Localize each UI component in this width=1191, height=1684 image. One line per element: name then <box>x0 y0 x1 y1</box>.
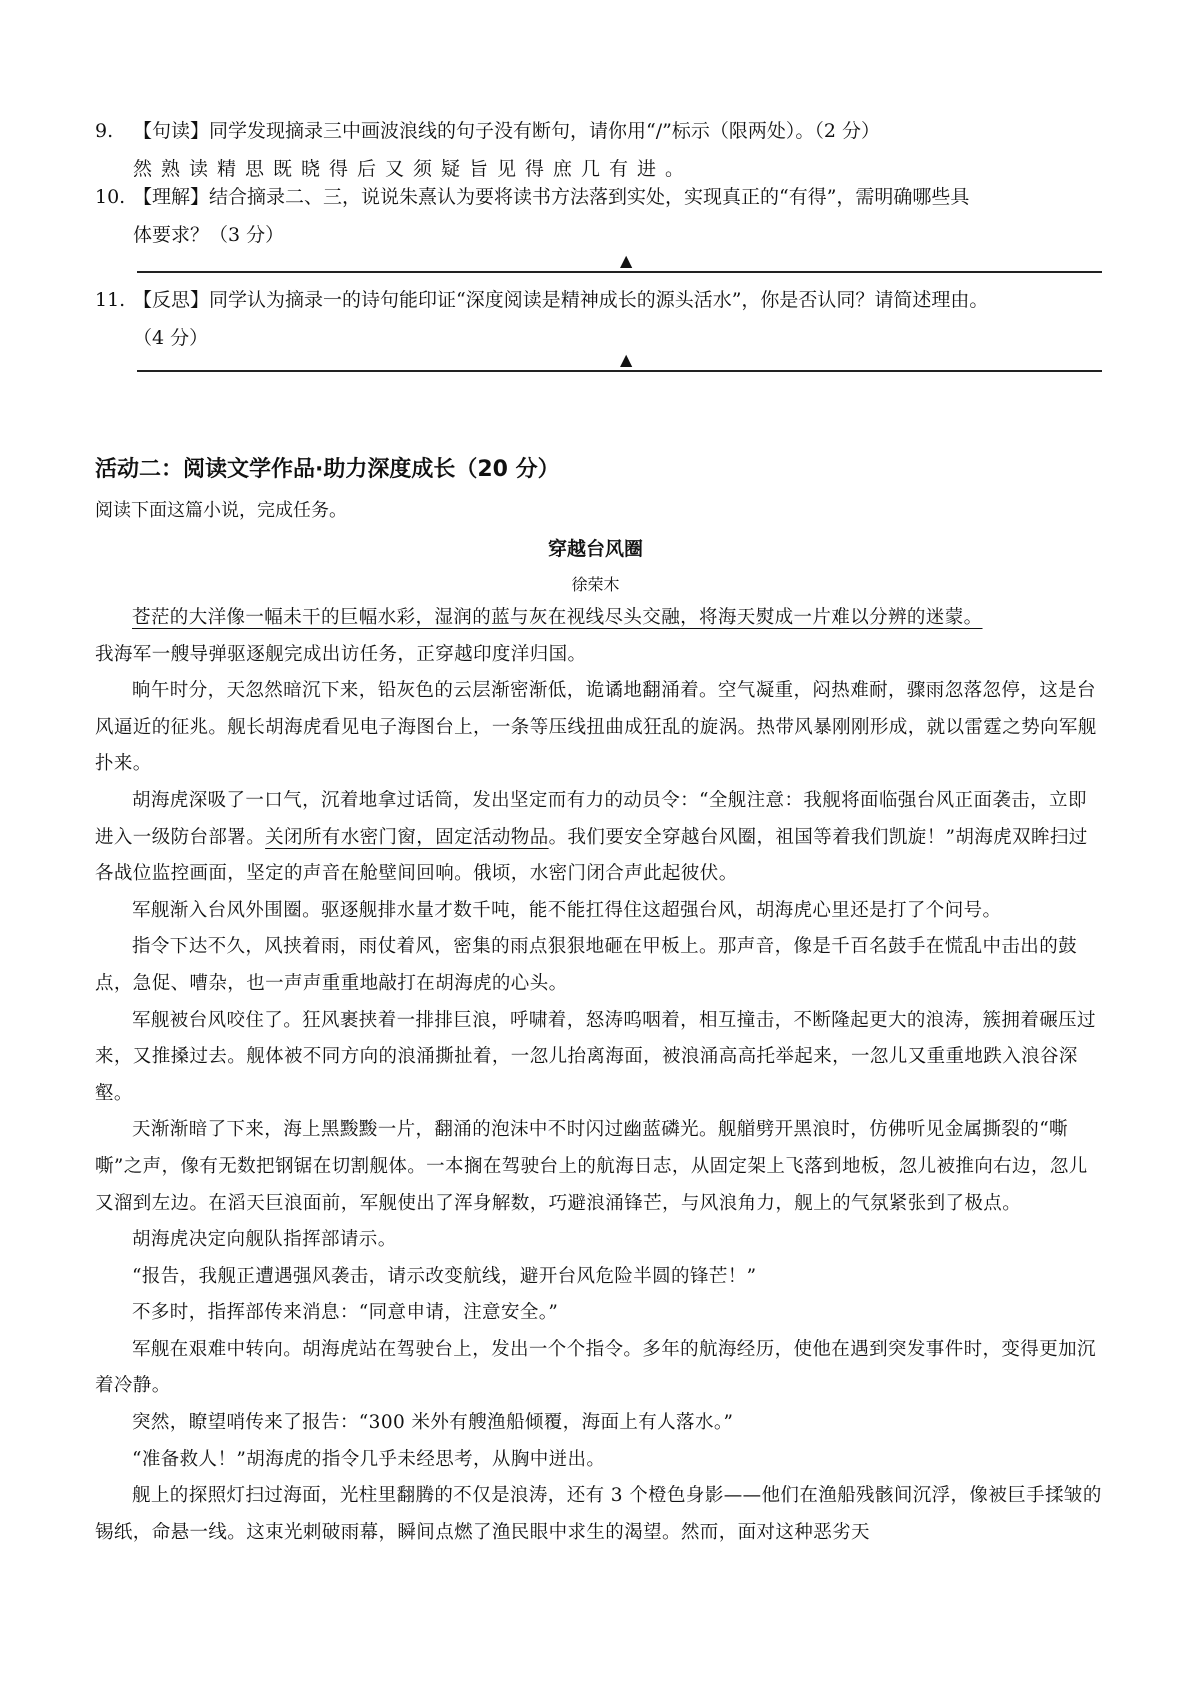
question-9 <box>95 112 1105 188</box>
story-paragraph: 军舰渐入台风外围圈。驱逐舰排水量才数千吨，能不能扛得住这超强台风，胡海虎心里还是打了个问号。 <box>132 899 1002 921</box>
question-text: 【理解】结合摘录二、三，说说朱熹认为要将读书方法落到实处，实现真正的“有得”，需明确哪些具 <box>133 186 970 208</box>
story-paragraph: 指令下达不久，风挟着雨，雨仗着风，密集的雨点狠狠地砸在甲板上。那声音，像是千百名鼓手在慌乱中击出的鼓点，急促、嘈杂，也一声声重重地敲打在胡海虎的心头。 <box>95 936 1078 994</box>
question-text: 【反思】同学认为摘录一的诗句能印证“深度阅读是精神成长的源头活水”，你是否认同？请简述理由。 <box>133 289 989 311</box>
unpunctuated-sentence: 然熟读精思既晓得后又须疑旨见得庶几有进。 <box>133 158 694 180</box>
question-10-line <box>95 178 1105 216</box>
story-paragraph: “报告，我舰正遭遇强风袭击，请示改变航线，避开台风危险半圆的锋芒！” <box>132 1265 757 1287</box>
section-instruction: 阅读下面这篇小说，完成任务。 <box>95 500 347 521</box>
section-heading: 活动二：阅读文学作品·助力深度成长（20 分） <box>95 457 560 482</box>
story-paragraph: 军舰在艰难中转向。胡海虎站在驾驶台上，发出一个个指令。多年的航海经历，使他在遇到突发事件时，变得更加沉着冷静。 <box>95 1338 1096 1397</box>
story-paragraph: 晌午时分，天忽然暗沉下来，铅灰色的云层渐密渐低，诡谲地翻涌着。空气凝重，闷热难耐，骤雨忽落忽停，这是台风逼近的征兆。舰长胡海虎看见电子海图台上，一条等压线扭曲成狂乱的旋涡。热带风暴刚刚形成，就以雷霆之势向军舰扑来。 <box>95 680 1097 775</box>
underlined-sentence: 关闭所有水密门窗，固定活动物品 <box>265 826 549 848</box>
story-body <box>95 600 1105 1551</box>
answer-line[interactable] <box>137 271 1102 273</box>
question-text-continued: 体要求？（3 分） <box>133 224 285 246</box>
question-9-line <box>95 112 1105 150</box>
question-number: 10. <box>95 186 126 208</box>
story-paragraph <box>95 600 1105 637</box>
question-points: （4 分） <box>133 327 209 349</box>
story-title: 穿越台风圈 <box>547 538 643 560</box>
underlined-sentence: 苍茫的大洋像一幅未干的巨幅水彩，湿润的蓝与灰在视线尽头交融，将海天熨成一片难以分辨的迷蒙。 <box>132 607 983 628</box>
question-text: 【句读】同学发现摘录三中画波浪线的句子没有断句，请你用“/”标示（限两处）。（2 分） <box>133 120 880 142</box>
story-paragraph: 突然，瞭望哨传来了报告：“300 米外有艘渔船倾覆，海面上有人落水。” <box>132 1412 734 1434</box>
question-11 <box>95 281 1105 357</box>
story-paragraph: 胡海虎决定向舰队指挥部请示。 <box>132 1229 397 1251</box>
story-paragraph: “准备救人！”胡海虎的指令几乎未经思考，从胸中迸出。 <box>132 1448 606 1470</box>
story-author: 徐荣木 <box>571 575 620 594</box>
story-paragraph: 军舰被台风咬住了。狂风裹挟着一排排巨浪，呼啸着，怒涛呜咽着，相互撞击，不断隆起更大的浪涛，簇拥着碾压过来，又推搡过去。舰体被不同方向的浪涌撕扯着，一忽儿抬离海面，被浪涌高高托举起来，一忽儿又重重地跌入浪谷深壑。 <box>95 1009 1096 1104</box>
answer-marker-triangle-icon: ▲ <box>620 350 633 369</box>
story-paragraph: 舰上的探照灯扫过海面，光柱里翻腾的不仅是浪涛，还有 3 个橙色身影——他们在渔船残骸间沉浮，像被巨手揉皱的锡纸，命悬一线。这束光刺破雨幕，瞬间点燃了渔民眼中求生的渴望。然而，面对这种恶劣天 <box>95 1485 1102 1543</box>
story-paragraph <box>95 783 1105 893</box>
question-number: 9. <box>95 120 114 142</box>
paragraph-text: 。我们要安全穿越台风圈，祖国等着我们凯旋！”胡海虎双眸扫过各战位监控画面，坚定的声音在舱壁间回响。俄顷，水密门闭合声此起彼伏。 <box>95 826 1088 885</box>
story-paragraph: 天渐渐暗了下来，海上黑黢黢一片，翻涌的泡沫中不时闪过幽蓝磷光。舰艏劈开黑浪时，仿佛听见金属撕裂的“嘶嘶”之声，像有无数把钢锯在切割舰体。一本搁在驾驶台上的航海日志，从固定架上飞落到地板，忽儿被推向右边，忽儿又溜到左边。在滔天巨浪面前，军舰使出了浑身解数，巧避浪涌锋芒，与风浪角力，舰上的气氛紧张到了极点。 <box>95 1119 1088 1214</box>
paragraph-text: 胡海虎深吸了一口气，沉着地拿过话筒，发出坚定而有力的动员令：“全舰注意：我舰将面临强台风正面袭击，立即进入一级防台部署。 <box>95 789 1087 848</box>
answer-marker-triangle-icon: ▲ <box>620 251 633 270</box>
question-number: 11. <box>95 289 126 311</box>
answer-line[interactable] <box>137 370 1102 372</box>
story-paragraph: 我海军一艘导弹驱逐舰完成出访任务，正穿越印度洋归国。 <box>95 643 587 665</box>
question-10 <box>95 178 1105 254</box>
story-paragraph: 不多时，指挥部传来消息：“同意申请，注意安全。” <box>132 1302 559 1324</box>
question-11-line <box>95 281 1105 319</box>
